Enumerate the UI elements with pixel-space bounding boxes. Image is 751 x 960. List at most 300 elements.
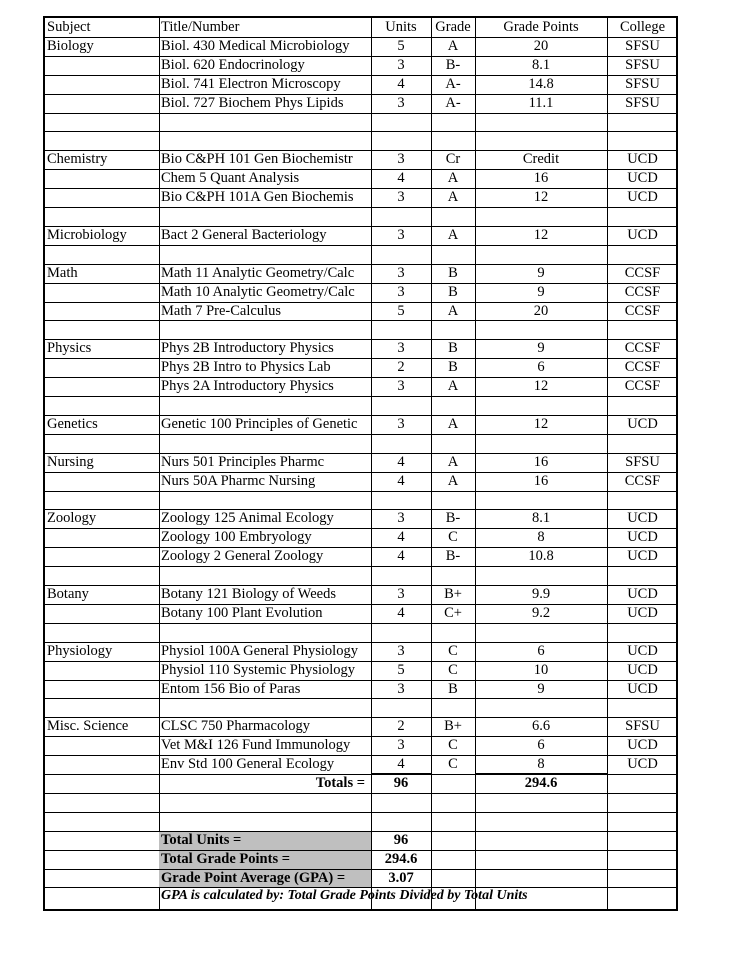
gpa-label: Grade Point Average (GPA) = [161, 869, 346, 886]
table-row [45, 491, 676, 510]
cell-subject [47, 188, 159, 207]
cell-subject [47, 528, 159, 547]
cell-grade-points: 12 [533, 378, 549, 395]
cell-title [161, 491, 371, 510]
gridline [45, 604, 676, 605]
cell-college [607, 434, 678, 453]
cell-title: Botany 121 Biology of Weeds [161, 586, 336, 602]
gridline [45, 869, 676, 870]
cell-units: 3 [397, 94, 405, 111]
cell-subject [47, 623, 159, 642]
cell-college: UCD [627, 548, 658, 565]
cell-subject [47, 434, 159, 453]
cell-units: 5 [397, 302, 405, 319]
cell-grade [431, 491, 475, 510]
cell-units: 3 [397, 283, 405, 300]
table-row [45, 396, 676, 415]
cell-subject [47, 75, 159, 94]
cell-title [161, 113, 371, 132]
gridline [45, 358, 676, 359]
header-title: Title/Number [161, 19, 240, 35]
gridline [45, 377, 676, 378]
cell-grade [431, 566, 475, 585]
cell-subject [47, 113, 159, 132]
cell-title: Bact 2 General Bacteriology [161, 226, 327, 243]
cell-grade-points: 10.8 [528, 548, 554, 565]
cell-title: Zoology 2 General Zoology [161, 548, 324, 565]
cell-subject [47, 472, 159, 491]
gridline [45, 169, 676, 170]
cell-title: Math 7 Pre-Calculus [161, 302, 282, 319]
gridline [45, 339, 676, 340]
cell-units: 2 [397, 718, 405, 735]
cell-grade: A [447, 302, 459, 319]
cell-subject [47, 131, 159, 150]
cell-grade-points [475, 245, 607, 264]
table-row [45, 37, 676, 56]
table-row [45, 642, 676, 661]
cell-grade-points: 9 [537, 340, 545, 357]
cell-title [161, 131, 371, 150]
cell-units: 4 [397, 75, 405, 92]
cell-college [607, 131, 678, 150]
gridline [45, 56, 676, 57]
cell-college [607, 566, 678, 585]
cell-units: 4 [397, 604, 405, 621]
cell-grade-points: 8.1 [531, 510, 551, 527]
gridline [45, 75, 676, 76]
cell-grade: A [447, 415, 459, 432]
cell-units: 2 [397, 359, 405, 376]
cell-units: 5 [397, 661, 405, 678]
gridline [45, 509, 676, 510]
cell-grade-points [475, 396, 607, 415]
cell-grade-points: 16 [533, 453, 549, 470]
table-row [45, 75, 676, 94]
cell-subject [47, 377, 159, 396]
gridline [45, 717, 676, 718]
cell-grade-points: 20 [533, 302, 549, 319]
cell-grade: A [447, 453, 459, 470]
cell-grade: A [447, 378, 459, 395]
cell-grade [431, 396, 475, 415]
cell-college [607, 245, 678, 264]
cell-grade-points: 16 [533, 170, 549, 187]
cell-grade-points: 8 [537, 529, 545, 546]
cell-college [607, 113, 678, 132]
cell-grade: A [447, 189, 459, 206]
table-row [45, 339, 676, 358]
cell-grade-points: 9 [537, 264, 545, 281]
cell-title: Biol. 430 Medical Microbiology [161, 37, 350, 54]
table-row [45, 698, 676, 717]
cell-college: UCD [627, 170, 658, 187]
cell-units [371, 245, 431, 264]
cell-title: Phys 2B Intro to Physics Lab [161, 359, 331, 376]
cell-grade: B [448, 359, 458, 376]
table-row [45, 56, 676, 75]
cell-units [371, 698, 431, 717]
total-units-label: Total Units = [161, 831, 242, 848]
header-grade-points: Grade Points [503, 19, 579, 35]
gridline [45, 661, 676, 662]
table-row [45, 358, 676, 377]
table-row [45, 131, 676, 150]
table-row [45, 150, 676, 169]
cell-college [607, 491, 678, 510]
cell-grade: C [448, 661, 458, 678]
cell-grade: C [448, 737, 458, 754]
cell-grade-points: 9.9 [531, 586, 551, 602]
totals-grade-points: 294.6 [524, 775, 558, 791]
summary-total-gp-row [45, 850, 676, 869]
cell-grade: B- [445, 548, 461, 565]
cell-subject [47, 547, 159, 566]
cell-title [161, 698, 371, 717]
cell-units: 3 [397, 264, 405, 281]
cell-grade-points: 8 [537, 756, 545, 773]
cell-units [371, 113, 431, 132]
gridline [45, 207, 676, 208]
cell-grade-points: 14.8 [528, 75, 554, 92]
cell-college: SFSU [625, 453, 660, 470]
gridline [45, 226, 676, 227]
cell-grade-points: 8.1 [531, 56, 551, 73]
cell-title: Math 10 Analytic Geometry/Calc [161, 283, 355, 300]
cell-subject [47, 491, 159, 510]
table-row [45, 661, 676, 680]
gridline [45, 547, 676, 548]
cell-title [161, 434, 371, 453]
cell-title: Bio C&PH 101 Gen Biochemistr [161, 151, 353, 168]
transcript-table [43, 16, 678, 911]
cell-college: UCD [627, 510, 658, 527]
cell-units: 3 [397, 510, 405, 527]
cell-grade: B- [445, 510, 461, 527]
cell-grade: B [448, 680, 458, 697]
cell-units [371, 566, 431, 585]
cell-grade-points: 11.1 [528, 94, 554, 111]
gridline [45, 812, 676, 813]
cell-title: Nurs 50A Pharmc Nursing [161, 472, 316, 489]
totals-units: 96 [393, 775, 409, 791]
cell-grade-points: 6 [537, 359, 545, 376]
gridline [45, 320, 676, 321]
cell-title: Biol. 727 Biochem Phys Lipids [161, 94, 344, 111]
cell-college: UCD [627, 189, 658, 206]
cell-grade: B+ [444, 718, 462, 735]
cell-title: Phys 2B Introductory Physics [161, 340, 334, 357]
gridline [45, 131, 676, 132]
cell-college [607, 207, 678, 226]
cell-title: Vet M&I 126 Fund Immunology [161, 737, 351, 754]
cell-grade: Cr [445, 151, 461, 168]
cell-college: CCSF [624, 378, 661, 395]
cell-grade-points [475, 623, 607, 642]
cell-subject [47, 94, 159, 113]
summary-gpa-row [45, 869, 676, 888]
cell-title [161, 320, 371, 339]
cell-subject [47, 736, 159, 755]
cell-subject [47, 755, 159, 774]
cell-subject [47, 169, 159, 188]
cell-title: Chem 5 Quant Analysis [161, 170, 300, 187]
cell-college: SFSU [625, 94, 660, 111]
cell-grade: A- [445, 75, 461, 92]
cell-subject [47, 56, 159, 75]
cell-subject: Chemistry [47, 151, 108, 168]
gridline [45, 472, 676, 473]
table-row [45, 320, 676, 339]
cell-grade-points [475, 566, 607, 585]
cell-grade-points: 9 [537, 283, 545, 300]
cell-college: CCSF [624, 264, 661, 281]
table-row [45, 755, 676, 774]
totals-label: Totals = [315, 775, 365, 791]
cell-subject: Math [47, 264, 78, 281]
cell-title [161, 396, 371, 415]
cell-title: Biol. 741 Electron Microscopy [161, 75, 341, 92]
cell-units: 3 [397, 226, 405, 243]
cell-grade: A [447, 170, 459, 187]
cell-grade [431, 245, 475, 264]
cell-college: SFSU [625, 37, 660, 54]
total-gp-label: Total Grade Points = [161, 850, 290, 867]
table-row [45, 509, 676, 528]
table-row [45, 207, 676, 226]
cell-college: UCD [627, 756, 658, 773]
cell-subject [47, 283, 159, 302]
cell-grade-points [475, 320, 607, 339]
gpa-note: GPA is calculated by: Total Grade Points Divided by Total Units [161, 888, 528, 904]
cell-units: 4 [397, 529, 405, 546]
cell-grade [431, 434, 475, 453]
gridline [45, 396, 676, 397]
cell-subject: Botany [47, 586, 89, 602]
cell-grade-points [475, 698, 607, 717]
summary-total-units-row [45, 831, 676, 850]
gridline [45, 623, 676, 624]
cell-units: 4 [397, 170, 405, 187]
cell-subject: Physiology [47, 642, 113, 659]
gridline [45, 566, 676, 567]
cell-grade-points: 6 [537, 642, 545, 659]
cell-college: UCD [627, 586, 658, 602]
gpa-value: 3.07 [388, 869, 414, 886]
cell-subject: Microbiology [47, 226, 127, 243]
table-row [45, 283, 676, 302]
cell-units: 3 [397, 151, 405, 168]
table-row [45, 717, 676, 736]
cell-title [161, 207, 371, 226]
cell-college: CCSF [624, 340, 661, 357]
table-row [45, 113, 676, 132]
cell-grade: A- [445, 94, 461, 111]
cell-grade: B [448, 340, 458, 357]
cell-subject [47, 661, 159, 680]
cell-title: Physiol 110 Systemic Physiology [161, 661, 356, 678]
cell-college: UCD [627, 226, 658, 243]
cell-units: 3 [397, 737, 405, 754]
table-row [45, 566, 676, 585]
cell-title [161, 245, 371, 264]
cell-units [371, 396, 431, 415]
cell-title: Bio C&PH 101A Gen Biochemis [161, 189, 354, 206]
totals-row [45, 774, 676, 793]
cell-college: UCD [627, 151, 658, 168]
cell-grade-points [475, 113, 607, 132]
cell-grade-points [475, 207, 607, 226]
gridline [45, 491, 676, 492]
table-row [45, 472, 676, 491]
cell-grade-points: 9 [537, 680, 545, 697]
cell-grade: A [447, 226, 459, 243]
cell-college: CCSF [624, 359, 661, 376]
cell-grade [431, 207, 475, 226]
header-units: Units [385, 19, 417, 35]
cell-grade-points: 16 [533, 472, 549, 489]
cell-subject [47, 358, 159, 377]
gridline [45, 113, 676, 114]
gridline [45, 188, 676, 189]
cell-units: 3 [397, 680, 405, 697]
cell-college: UCD [627, 737, 658, 754]
gridline [45, 698, 676, 699]
cell-grade-points: 20 [533, 37, 549, 54]
cell-college: UCD [627, 642, 658, 659]
gridline [45, 887, 676, 888]
gridline [45, 850, 676, 851]
table-row [45, 415, 676, 434]
header-grade: Grade [435, 19, 471, 35]
cell-units: 3 [397, 642, 405, 659]
cell-grade: B+ [444, 586, 462, 602]
cell-college [607, 623, 678, 642]
cell-subject [47, 604, 159, 623]
total-gp-value: 294.6 [384, 850, 418, 867]
cell-grade [431, 623, 475, 642]
cell-units: 4 [397, 472, 405, 489]
cell-title [161, 623, 371, 642]
cell-units [371, 320, 431, 339]
cell-title: Nurs 501 Principles Pharmc [161, 453, 325, 470]
cell-units: 3 [397, 340, 405, 357]
cell-subject: Biology [47, 37, 94, 54]
cell-college: UCD [627, 661, 658, 678]
gridline [45, 245, 676, 246]
header-row [45, 18, 676, 37]
gridline [45, 264, 676, 265]
cell-grade [431, 320, 475, 339]
cell-units [371, 623, 431, 642]
cell-subject: Misc. Science [47, 718, 129, 735]
cell-grade-points [475, 491, 607, 510]
table-row [45, 623, 676, 642]
totals-rule [371, 773, 431, 775]
cell-grade [431, 131, 475, 150]
cell-college: CCSF [624, 283, 661, 300]
table-row [45, 94, 676, 113]
table-row [45, 736, 676, 755]
table-row [45, 226, 676, 245]
cell-units: 3 [397, 189, 405, 206]
table-row [45, 528, 676, 547]
table-row [45, 604, 676, 623]
totals-rule [475, 773, 607, 775]
table-row [45, 377, 676, 396]
table-row [45, 302, 676, 321]
gridline [45, 736, 676, 737]
cell-grade: B- [445, 56, 461, 73]
cell-title: Math 11 Analytic Geometry/Calc [161, 264, 355, 281]
cell-college: SFSU [625, 718, 660, 735]
cell-units [371, 131, 431, 150]
cell-units [371, 434, 431, 453]
cell-units: 4 [397, 756, 405, 773]
cell-subject: Zoology [47, 510, 97, 527]
cell-grade-points: 12 [533, 415, 549, 432]
cell-subject: Nursing [47, 453, 94, 470]
cell-subject: Physics [47, 340, 92, 357]
gridline [45, 453, 676, 454]
cell-grade-points [475, 434, 607, 453]
gridline [45, 528, 676, 529]
gridline [45, 94, 676, 95]
cell-grade [431, 113, 475, 132]
cell-grade-points: 12 [533, 226, 549, 243]
gridline [45, 755, 676, 756]
cell-title: Biol. 620 Endocrinology [161, 56, 305, 73]
cell-grade: B [448, 264, 458, 281]
cell-grade-points: 12 [533, 189, 549, 206]
cell-subject [47, 245, 159, 264]
cell-grade-points: 6.6 [531, 718, 551, 735]
gridline [45, 434, 676, 435]
cell-units: 3 [397, 378, 405, 395]
cell-units [371, 491, 431, 510]
gridline [45, 642, 676, 643]
cell-units: 5 [397, 37, 405, 54]
cell-college: SFSU [625, 56, 660, 73]
cell-subject [47, 566, 159, 585]
header-subject: Subject [47, 19, 91, 35]
table-row [45, 453, 676, 472]
cell-units: 3 [397, 415, 405, 432]
cell-college [607, 698, 678, 717]
cell-units: 4 [397, 548, 405, 565]
cell-units [371, 207, 431, 226]
gridline [45, 680, 676, 681]
cell-grade: C [448, 529, 458, 546]
cell-college: UCD [627, 415, 658, 432]
cell-grade: A [447, 37, 459, 54]
cell-subject [47, 698, 159, 717]
cell-grade: C [448, 642, 458, 659]
cell-subject [47, 396, 159, 415]
cell-title: Phys 2A Introductory Physics [161, 378, 334, 395]
table-row [45, 585, 676, 604]
table-row [45, 245, 676, 264]
cell-college: CCSF [624, 302, 661, 319]
cell-subject [47, 680, 159, 699]
gridline [45, 150, 676, 151]
gridline [45, 283, 676, 284]
header-college: College [619, 19, 666, 35]
cell-grade-points: 6 [537, 737, 545, 754]
cell-grade: A [447, 472, 459, 489]
cell-title: Physiol 100A General Physiology [161, 642, 358, 659]
table-row [45, 547, 676, 566]
